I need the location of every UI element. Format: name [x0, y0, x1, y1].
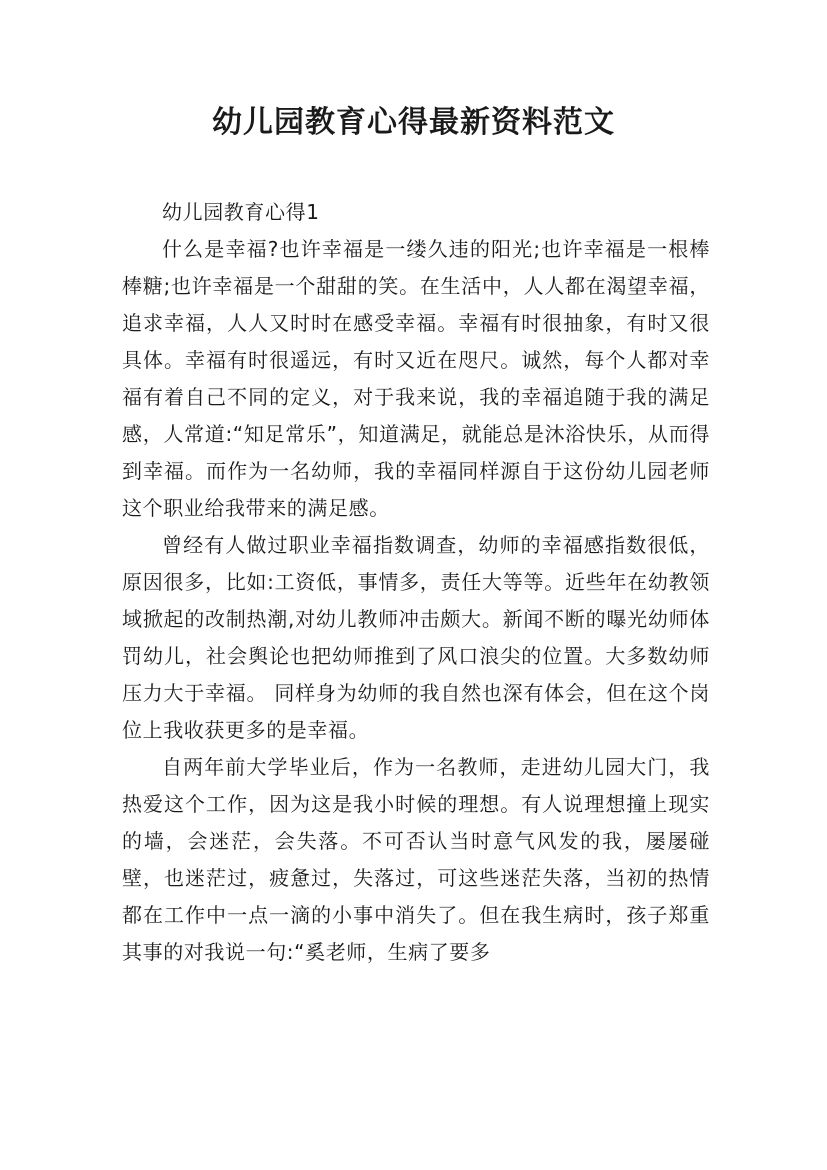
document-title: 幼儿园教育心得最新资料范文: [212, 105, 615, 140]
paragraph: 曾经有人做过职业幸福指数调查，幼师的幸福感指数很低，原因很多，比如:工资低，事情多，责任大等等。近些年在幼教领域掀起的改制热潮,对幼儿教师冲击颇大。新闻不断的曝光幼师体罚幼儿，社会舆论也把幼师推到了风口浪尖的位置。大多数幼师压力大于幸福。 同样身为幼师的我自然也深有体会，但在这个岗位上我收获更多的是幸福。: [122, 533, 710, 742]
section-heading: 幼儿园教育心得1: [162, 200, 320, 224]
paragraph: 自两年前大学毕业后，作为一名教师，走进幼儿园大门，我热爱这个工作，因为这是我小时候的理想。有人说理想撞上现实的墙，会迷茫，会失落。不可否认当时意气风发的我，屡屡碰壁，也迷茫过，疲惫过，失落过，可这些迷茫失落，当初的热情都在工作中一点一滴的小事中消失了。但在我生病时，孩子郑重其事的对我说一句:“奚老师，生病了要多: [122, 755, 710, 964]
paragraph: 什么是幸福?也许幸福是一缕久违的阳光;也许幸福是一根棒棒糖;也许幸福是一个甜甜的笑。在生活中，人人都在渴望幸福，追求幸福，人人又时时在感受幸福。幸福有时很抽象，有时又很具体。幸福有时很遥远，有时又近在咫尺。诚然，每个人都对幸福有着自己不同的定义，对于我来说，我的幸福追随于我的满足感，人常道:“知足常乐”，知道满足，就能总是沐浴快乐，从而得到幸福。而作为一名幼师，我的幸福同样源自于这份幼儿园老师这个职业给我带来的满足感。: [122, 237, 710, 520]
document-body: [122, 194, 710, 971]
